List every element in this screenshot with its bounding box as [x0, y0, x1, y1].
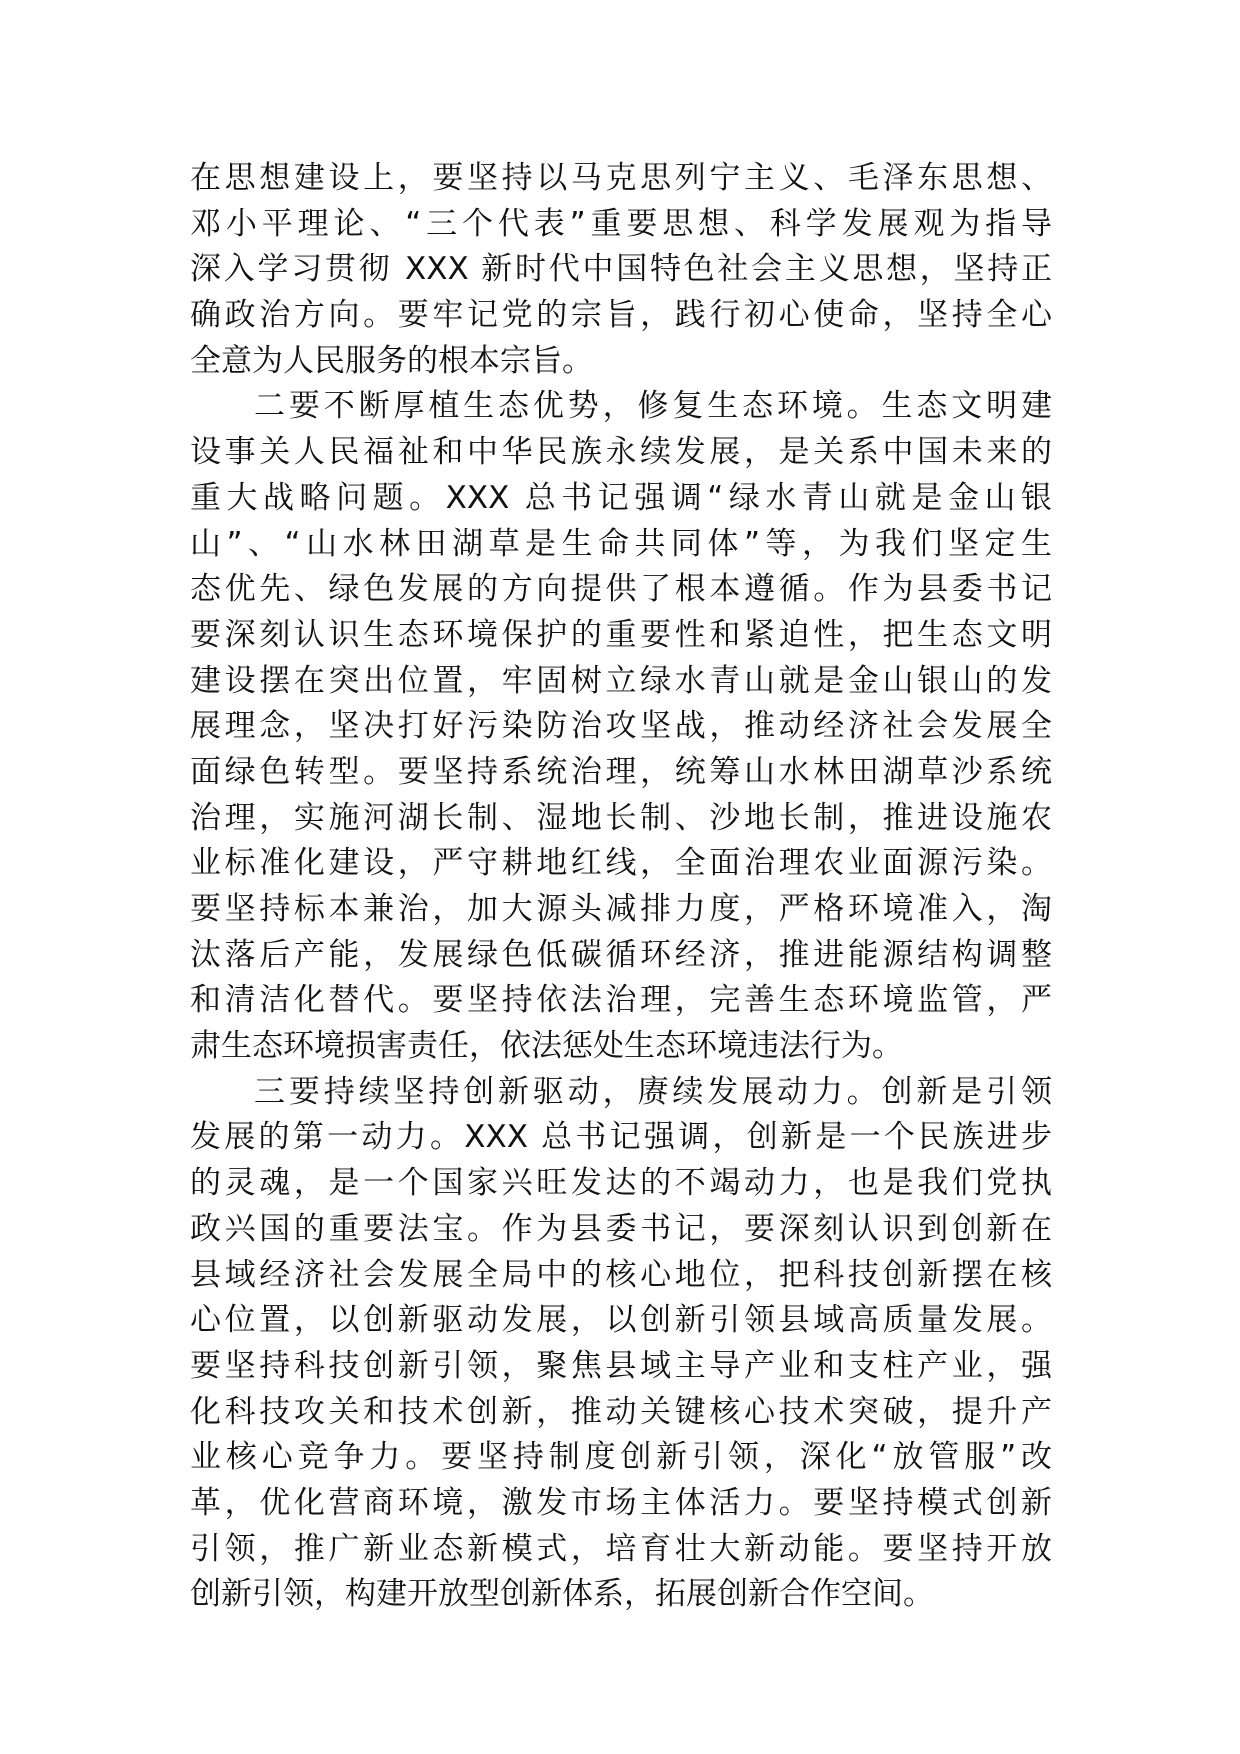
text-line: 深入学习贯彻 XXX 新时代中国特色社会主义思想，坚持正: [190, 251, 1052, 288]
text-line: 设事关人民福祉和中华民族永续发展，是关系中国未来的: [190, 434, 1052, 471]
text-line: 业核心竞争力。要坚持制度创新引领，深化“放管服”改: [190, 1439, 1052, 1476]
text-line: 山”、“山水林田湖草是生命共同体”等，为我们坚定生: [190, 525, 1052, 562]
document-body: [190, 156, 1052, 1618]
text-line: 全意为人民服务的根本宗旨。: [190, 342, 593, 379]
paragraph: [190, 1070, 1052, 1618]
text-line: 展理念，坚决打好污染防治攻坚战，推动经济社会发展全: [190, 708, 1052, 745]
text-line: 重大战略问题。XXX 总书记强调“绿水青山就是金山银: [190, 479, 1052, 516]
text-line: 在思想建设上，要坚持以马克思列宁主义、毛泽东思想、: [190, 160, 1052, 196]
text-line: 三要持续坚持创新驱动，赓续发展动力。创新是引领: [254, 1073, 1052, 1110]
text-line: 建设摆在突出位置，牢固树立绿水青山就是金山银山的发: [190, 662, 1052, 699]
text-line: 的灵魂，是一个国家兴旺发达的不竭动力，也是我们党执: [190, 1165, 1052, 1202]
text-line: 心位置，以创新驱动发展，以创新引领县域高质量发展。: [190, 1302, 1052, 1339]
text-line: 要深刻认识生态环境保护的重要性和紧迫性，把生态文明: [190, 616, 1052, 653]
text-line: 和清洁化替代。要坚持依法治理，完善生态环境监管，严: [190, 982, 1052, 1019]
paragraph: [190, 156, 1052, 384]
text-line: 引领，推广新业态新模式，培育壮大新动能。要坚持开放: [190, 1530, 1052, 1567]
text-line: 发展的第一动力。XXX 总书记强调，创新是一个民族进步: [190, 1119, 1052, 1156]
text-line: 政兴国的重要法宝。作为县委书记，要深刻认识到创新在: [190, 1210, 1052, 1247]
text-line: 态优先、绿色发展的方向提供了根本遵循。作为县委书记: [190, 571, 1052, 608]
text-line: 创新引领，构建开放型创新体系，拓展创新合作空间。: [190, 1576, 934, 1613]
text-line: 县域经济社会发展全局中的核心地位，把科技创新摆在核: [190, 1256, 1052, 1293]
text-line: 邓小平理论、“三个代表”重要思想、科学发展观为指导: [190, 205, 1052, 242]
text-line: 业标准化建设，严守耕地红线，全面治理农业面源污染。: [190, 845, 1052, 882]
paragraph: [190, 384, 1052, 1069]
text-line: 二要不断厚植生态优势，修复生态环境。生态文明建: [254, 388, 1052, 425]
text-line: 汰落后产能，发展绿色低碳循环经济，推进能源结构调整: [190, 936, 1052, 973]
text-line: 化科技攻关和技术创新，推动关键核心技术突破，提升产: [190, 1393, 1052, 1430]
text-line: 要坚持科技创新引领，聚焦县域主导产业和支柱产业，强: [190, 1347, 1052, 1384]
text-line: 确政治方向。要牢记党的宗旨，践行初心使命，坚持全心: [190, 297, 1052, 334]
text-line: 革，优化营商环境，激发市场主体活力。要坚持模式创新: [190, 1484, 1052, 1521]
text-line: 肃生态环境损害责任，依法惩处生态环境违法行为。: [190, 1028, 903, 1065]
text-line: 要坚持标本兼治，加大源头减排力度，严格环境准入，淘: [190, 891, 1052, 927]
text-line: 面绿色转型。要坚持系统治理，统筹山水林田湖草沙系统: [190, 753, 1052, 790]
text-line: 治理，实施河湖长制、湿地长制、沙地长制，推进设施农: [190, 799, 1052, 836]
